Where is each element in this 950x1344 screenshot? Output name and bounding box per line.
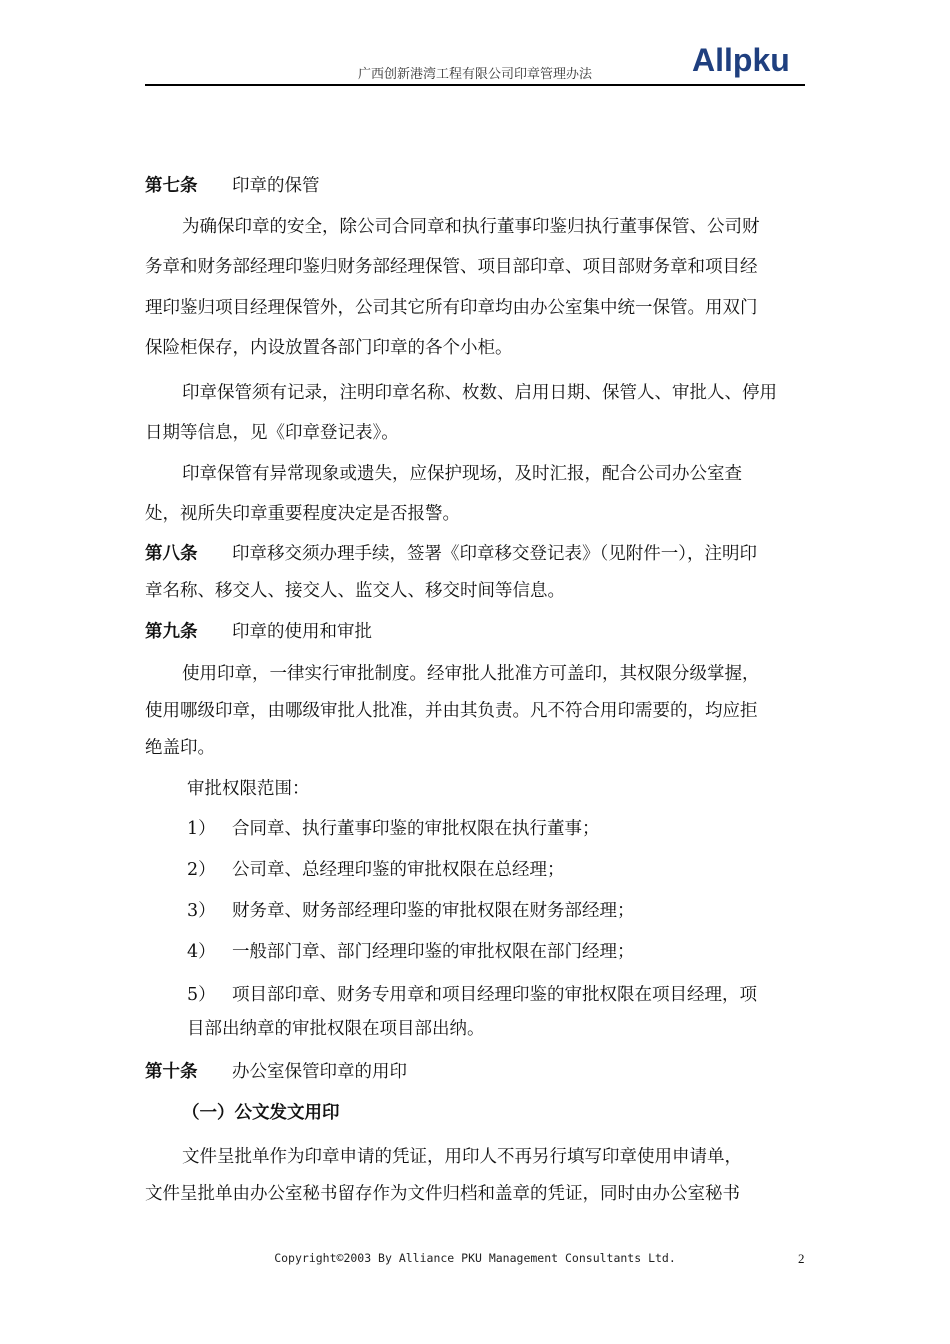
article-title: 办公室保管印章的用印	[232, 1062, 407, 1082]
article-number: 第八条	[145, 544, 198, 564]
article-text: 印章移交须办理手续，签署《印章移交登记表》（见附件一），注明印	[232, 544, 757, 564]
paragraph-line: 保险柜保存，内设放置各部门印章的各个小柜。	[145, 338, 513, 358]
paragraph-line: 理印鉴归项目经理保管外，公司其它所有印章均由办公室集中统一保管。用双门	[145, 298, 758, 318]
company-logo	[690, 38, 810, 78]
paragraph-line: 使用哪级印章，由哪级审批人批准，并由其负责。凡不符合用印需要的，均应拒	[145, 701, 758, 721]
list-item-continuation: 目部出纳章的审批权限在项目部出纳。	[187, 1019, 485, 1039]
list-text: 一般部门章、部门经理印鉴的审批权限在部门经理；	[232, 942, 635, 962]
list-number: 2）	[187, 860, 216, 880]
article-10-heading	[145, 1060, 407, 1084]
paragraph-line: 印章保管有异常现象或遗失，应保护现场，及时汇报，配合公司办公室查	[182, 464, 742, 484]
list-text: 财务章、财务部经理印鉴的审批权限在财务部经理；	[232, 901, 635, 921]
paragraph-line: 文件呈批单由办公室秘书留存作为文件归档和盖章的凭证，同时由办公室秘书	[145, 1184, 740, 1204]
subsection-heading: （一）公文发文用印	[182, 1103, 340, 1123]
article-number: 第九条	[145, 622, 198, 642]
header-divider	[145, 84, 805, 86]
paragraph-line: 审批权限范围：	[187, 779, 310, 799]
header-title: 广西创新港湾工程有限公司印章管理办法	[357, 67, 592, 82]
paragraph-line: 务章和财务部经理印鉴归财务部经理保管、项目部印章、项目部财务章和项目经	[145, 257, 758, 277]
list-item	[187, 817, 600, 841]
list-text: 公司章、总经理印鉴的审批权限在总经理；	[232, 860, 565, 880]
list-text: 项目部印章、财务专用章和项目经理印鉴的审批权限在项目经理，项	[232, 985, 757, 1005]
article-number: 第十条	[145, 1062, 198, 1082]
list-number: 1）	[187, 819, 216, 839]
paragraph-line: 处，视所失印章重要程度决定是否报警。	[145, 504, 460, 524]
paragraph-line: 为确保印章的安全，除公司合同章和执行董事印鉴归执行董事保管、公司财	[182, 217, 760, 237]
article-9-heading	[145, 620, 372, 644]
paragraph-line: 日期等信息，见《印章登记表》。	[145, 423, 399, 443]
page-number: 2	[798, 1251, 805, 1266]
list-number: 4）	[187, 942, 216, 962]
article-7-heading	[145, 174, 320, 198]
paragraph-line: 绝盖印。	[145, 738, 215, 758]
list-item	[187, 983, 757, 1007]
list-item	[187, 940, 635, 964]
paragraph-line: 章名称、移交人、接交人、监交人、移交时间等信息。	[145, 581, 565, 601]
article-title: 印章的保管	[232, 176, 320, 196]
list-number: 3）	[187, 901, 216, 921]
paragraph-line: 使用印章，一律实行审批制度。经审批人批准方可盖印，其权限分级掌握，	[182, 664, 760, 684]
article-title: 印章的使用和审批	[232, 622, 372, 642]
logo-text: Allpku	[692, 42, 790, 78]
list-number: 5）	[187, 985, 216, 1005]
footer-copyright: Copyright©2003 By Alliance PKU Management Consultants Ltd.	[274, 1251, 676, 1265]
list-item	[187, 858, 565, 882]
paragraph-line: 印章保管须有记录，注明印章名称、枚数、启用日期、保管人、审批人、停用	[182, 383, 777, 403]
article-8-heading	[145, 542, 757, 566]
list-text: 合同章、执行董事印鉴的审批权限在执行董事；	[232, 819, 600, 839]
paragraph-line: 文件呈批单作为印章申请的凭证，用印人不再另行填写印章使用申请单，	[182, 1147, 742, 1167]
list-item	[187, 899, 635, 923]
article-number: 第七条	[145, 176, 198, 196]
